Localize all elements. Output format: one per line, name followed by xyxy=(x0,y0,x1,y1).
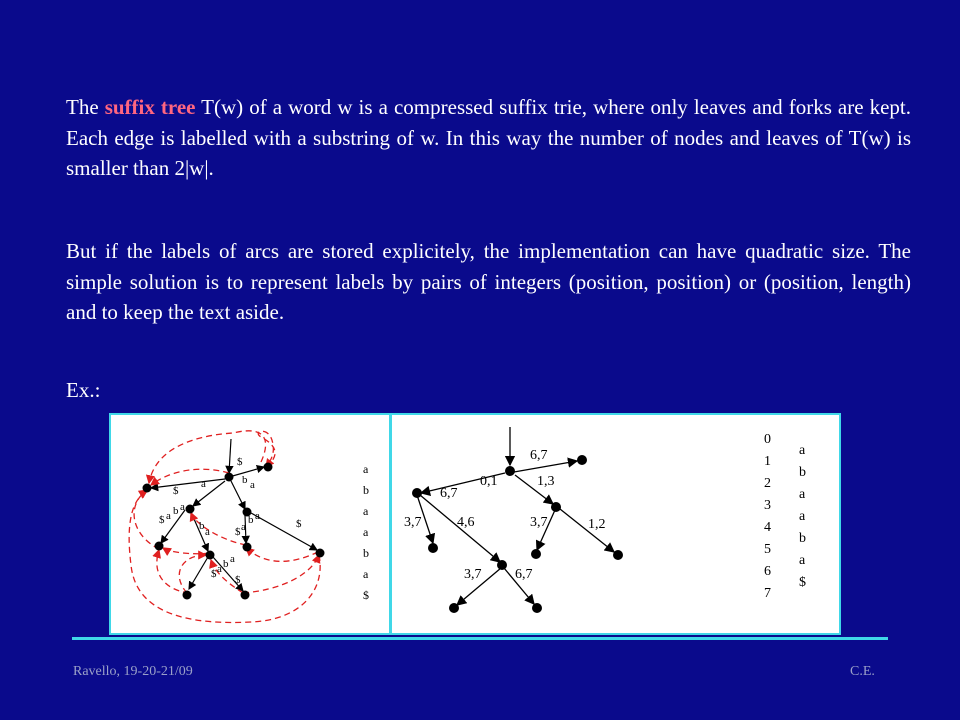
svg-text:a: a xyxy=(217,563,222,575)
suffix-trie-diagram xyxy=(111,415,389,633)
svg-text:a: a xyxy=(250,479,255,491)
svg-text:b: b xyxy=(799,465,806,480)
svg-text:6,7: 6,7 xyxy=(440,486,458,501)
svg-text:b: b xyxy=(242,474,248,486)
svg-text:a: a xyxy=(363,504,369,518)
svg-text:$: $ xyxy=(799,575,806,590)
svg-text:4,6: 4,6 xyxy=(457,515,475,530)
svg-text:a: a xyxy=(799,553,806,568)
footer-divider xyxy=(72,637,888,640)
svg-text:a: a xyxy=(180,501,185,513)
suffix-tree-diagram xyxy=(392,415,839,633)
svg-text:0,1: 0,1 xyxy=(480,474,498,489)
svg-text:b: b xyxy=(199,520,205,532)
suffix-trie-figure xyxy=(109,413,391,635)
svg-text:b: b xyxy=(248,514,254,526)
tree-letter-column xyxy=(799,443,806,590)
svg-text:6,7: 6,7 xyxy=(515,567,533,582)
svg-text:a: a xyxy=(205,526,210,538)
svg-text:b: b xyxy=(363,546,369,560)
svg-text:a: a xyxy=(255,510,260,522)
svg-text:$: $ xyxy=(235,526,241,538)
svg-text:b: b xyxy=(799,531,806,546)
footer-author: C.E. xyxy=(850,664,875,679)
svg-text:a: a xyxy=(230,553,235,565)
svg-text:$: $ xyxy=(173,485,179,497)
paragraph-suffix-tree-definition: The suffix tree T(w) of a word w is a compressed suffix trie, where only leaves and forks are kept. Each edge is labelled with a substring of w. In this way the number of nodes and leaves of T(w) is smaller than 2|w|. xyxy=(66,95,912,180)
svg-text:$: $ xyxy=(363,588,369,602)
svg-text:a: a xyxy=(363,567,369,581)
svg-text:a: a xyxy=(201,478,206,490)
svg-text:a: a xyxy=(799,487,806,502)
svg-text:3,7: 3,7 xyxy=(464,567,482,582)
svg-text:3,7: 3,7 xyxy=(404,515,422,530)
trie-word-column xyxy=(363,462,369,602)
suffix-tree-figure xyxy=(390,413,841,635)
svg-text:4: 4 xyxy=(764,520,771,535)
suffix-links xyxy=(129,431,320,623)
svg-text:$: $ xyxy=(237,456,243,468)
svg-text:6: 6 xyxy=(764,564,771,579)
example-label: Ex.: xyxy=(66,378,101,402)
svg-text:b: b xyxy=(363,483,369,497)
svg-text:7: 7 xyxy=(764,586,771,601)
svg-text:2: 2 xyxy=(764,476,771,491)
svg-text:a: a xyxy=(166,510,171,522)
svg-text:1,3: 1,3 xyxy=(537,474,555,489)
svg-text:$: $ xyxy=(296,518,302,530)
svg-text:b: b xyxy=(223,558,229,570)
suffix-tree-term: suffix tree xyxy=(104,95,196,119)
svg-text:a: a xyxy=(799,509,806,524)
svg-text:$: $ xyxy=(211,568,217,580)
svg-text:a: a xyxy=(363,525,369,539)
svg-text:$: $ xyxy=(235,574,241,586)
svg-text:3,7: 3,7 xyxy=(530,515,548,530)
svg-text:1: 1 xyxy=(764,454,771,469)
svg-text:5: 5 xyxy=(764,542,771,557)
svg-text:$: $ xyxy=(159,514,165,526)
svg-text:b: b xyxy=(173,505,179,517)
svg-text:1,2: 1,2 xyxy=(588,517,606,532)
svg-text:3: 3 xyxy=(764,498,771,513)
svg-text:a: a xyxy=(363,462,369,476)
footer-venue: Ravello, 19-20-21/09 xyxy=(73,664,193,679)
svg-text:6,7: 6,7 xyxy=(530,448,548,463)
tree-index-column xyxy=(764,432,771,601)
svg-text:0: 0 xyxy=(764,432,771,447)
paragraph-label-storage: But if the labels of arcs are stored explicitely, the implementation can have quadratic size. The simple solution is to represent labels by pairs of integers (position, position) or (position, length) and to keep the text aside. xyxy=(66,239,911,324)
svg-text:a: a xyxy=(799,443,806,458)
svg-text:a: a xyxy=(241,521,246,533)
